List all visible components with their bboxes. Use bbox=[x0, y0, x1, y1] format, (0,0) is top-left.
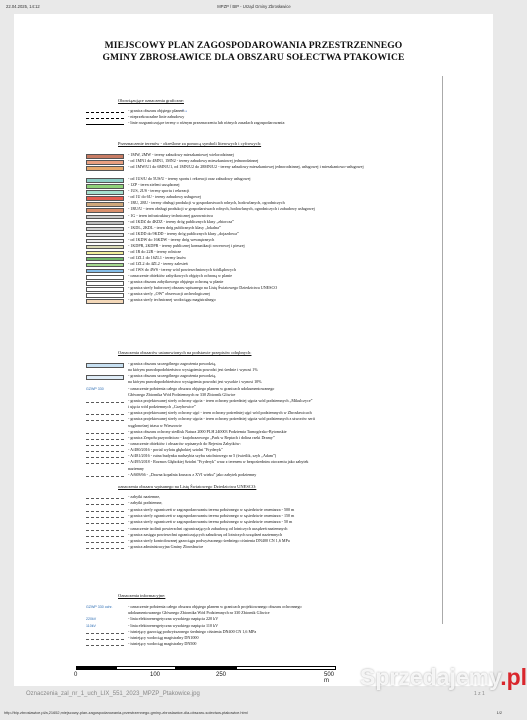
legend-line-symbol bbox=[86, 457, 124, 458]
legend-line-symbol bbox=[86, 511, 124, 512]
legend-text: - 1MW, 2MW - tereny zabudowy mieszkaniowej wielorodzinnej bbox=[128, 152, 234, 157]
legend-text: - od 1ZL1 do 16ZL1 - tereny lasów bbox=[128, 254, 187, 260]
print-page-number: 1/2 bbox=[496, 710, 502, 715]
legend-text: - granica projektowanej strefy ochrony ujęć - teren ochrony pośredniej ujęć wód podziemnych w Zbrosławicach bbox=[128, 410, 312, 416]
legend-row bbox=[86, 298, 436, 306]
legend-text: - 1RU/U - teren obsługi produkcji w gospodarstwach rolnych, hodowlanych, ogrodniczych i zabudowy usługowej bbox=[128, 206, 315, 212]
legend-row bbox=[86, 121, 436, 129]
legend-text: - od 1US/U do 5US/U - tereny sportu i rekreacji oraz zabudowy usługowej bbox=[128, 176, 251, 182]
legend-line-symbol bbox=[86, 633, 124, 634]
browser-print-header bbox=[0, 0, 508, 12]
legend-text: - granica projektowanej strefy ochrony ujęcia - teren ochrony pośredniej ujęcia wód podziemnych z utworów serii bbox=[128, 416, 315, 422]
legend-line-symbol bbox=[86, 414, 124, 415]
legend-line-symbol bbox=[86, 498, 124, 499]
scale-label: 250 bbox=[216, 672, 227, 678]
legend-text: - granica strefy ograniczeń w zagospodarowaniu terenu położonego w sąsiedztwie cmentarza - 150 m bbox=[128, 512, 295, 518]
legend-swatch bbox=[86, 257, 124, 262]
legend-text: - istniejący gazociąg podwyższonego średniego ciśnienia DN400 CN 1,6 MPa bbox=[128, 628, 257, 634]
legend-text: - 1G - teren infrastruktury technicznej gazownictwa bbox=[128, 212, 213, 218]
legend-swatch bbox=[86, 190, 124, 195]
scale-label: 500 m bbox=[324, 672, 335, 684]
print-date: 22.04.2025, 14:12 bbox=[6, 4, 40, 9]
legend-text: - granica obszaru szczególnego zagrożenia powodzią, bbox=[128, 373, 216, 379]
legend-text: - A/481/2016 - ruina budynku nadszybia szybu sztolniowego nr 5 (świetlik, szyb „Adam”) bbox=[128, 453, 277, 459]
legend-text: - oznaczenie obiektów i obszarów wpisanych do Rejestru Zabytków: bbox=[128, 440, 241, 446]
legend-swatch bbox=[86, 239, 124, 244]
legend-text: - od 1R do 22R - tereny rolnicze bbox=[128, 248, 182, 254]
legend-text: - oznaczenie izolinii powierzchni ograniczających zabudowę od lotniczych urządzeń naziemnych bbox=[128, 525, 288, 531]
legend-line-symbol bbox=[86, 548, 124, 549]
legend-symbol-label: 220kV bbox=[86, 617, 97, 622]
legend-text: - granica obszaru ochrony siedlisk Natura 2000 PLH 240003 Podziemia Tarnogórsko-Bytomskie bbox=[128, 428, 287, 434]
legend-swatch bbox=[86, 299, 124, 304]
legend-text: - 1KDL, 2KDL - teren dróg publicznych klasy „lokalna” bbox=[128, 224, 221, 230]
legend-swatch bbox=[86, 375, 124, 380]
legend-text: na którym prawdopodobieństwo wystąpienia powodzi jest średnie i wynosi 1% bbox=[128, 367, 258, 373]
legend-row bbox=[86, 165, 436, 173]
legend-line-symbol bbox=[86, 112, 124, 113]
legend-text: - oznaczenie położenia całego obszaru objętego planem w granicach projektowanego obszaru ochronnego bbox=[128, 604, 302, 609]
legend-text: - nieprzekraczalne linie zabudowy bbox=[128, 114, 185, 120]
legend-swatch bbox=[86, 245, 124, 250]
legend-symbol-label: GZWP 330 bbox=[86, 386, 104, 391]
legend-text: - 1RU, 2RU - tereny obsługi produkcji w gospodarstwach rolnych, hodowlanych, ogrodniczych bbox=[128, 200, 285, 206]
legend-text: - granica strefy „OW” obserwacji archeologicznej bbox=[128, 291, 210, 297]
legend-row bbox=[86, 473, 436, 481]
legend-text: - od 1MW/U1 do 6MN/U1, od 1MN/U2 do 28MN/U2 - tereny zabudowy mieszkaniowej jednorodzinnej, usługowej i mieszkaniowo-usługowej bbox=[128, 164, 364, 170]
legend-swatch bbox=[86, 221, 124, 226]
legend-swatch bbox=[86, 166, 124, 171]
legend-swatch bbox=[86, 287, 124, 292]
scale-bar bbox=[76, 666, 336, 684]
legend-line-symbol bbox=[86, 536, 124, 537]
scale-segment bbox=[116, 666, 176, 670]
legend-swatch bbox=[86, 196, 124, 201]
legend-text: - istniejący wodociąg magistralny DN1000 bbox=[128, 635, 199, 640]
legend-text: - od 1ZL2 do 4ZL2 - tereny zalesień bbox=[128, 260, 188, 266]
legend-swatch bbox=[86, 160, 124, 165]
legend-text: - od 1KDZ do 4KDZ - tereny dróg publicznych klasy „zbiorcza” bbox=[128, 218, 234, 224]
legend-text: - linie rozgraniczające tereny o różnym przeznaczeniu lub różnych zasadach zagospodarowania bbox=[128, 120, 285, 126]
legend-swatch bbox=[86, 251, 124, 256]
legend-line-symbol bbox=[86, 439, 124, 440]
legend-text: - granica zasięgu powierzchni ograniczających zabudowę od lotniczych urządzeń naziemnych bbox=[128, 531, 283, 537]
scale-segment bbox=[236, 666, 336, 670]
legend-text: - granica obszaru objętego planem bbox=[128, 108, 185, 113]
legend-line-symbol bbox=[86, 402, 124, 403]
document-page bbox=[14, 14, 493, 686]
legend-text: i ujęcia wód podziemnych „Grzybowice” bbox=[128, 404, 196, 410]
watermark-logo bbox=[360, 664, 527, 691]
scale-label: 100 bbox=[150, 672, 161, 678]
legend-text: - oznaczenie położenia całego obszaru objętego planem w granicach udokumentowanego bbox=[128, 385, 275, 391]
legend-line-symbol bbox=[86, 476, 124, 477]
document-title-line2: GMINY ZBROSŁAWICE DLA OBSZARU SOŁECTWA PTAKOWICE bbox=[102, 52, 405, 63]
legend-swatch bbox=[86, 363, 124, 368]
legend-line-symbol bbox=[86, 530, 124, 531]
legend-line-symbol bbox=[86, 542, 124, 543]
legend-row bbox=[86, 642, 436, 650]
section-heading-unesco: oznaczenia obszaru wpisanego na Listę Światowego Dziedzictwa UNESCO: bbox=[118, 484, 257, 489]
legend-text: - zabytki naziemne, bbox=[128, 494, 161, 499]
legend-line-symbol bbox=[86, 420, 124, 421]
legend-text: - linia elektroenergetyczna wysokiego napięcia 110 kV bbox=[128, 622, 219, 628]
legend-text: - granica projektowanej strefy ochrony ujęcia - teren ochrony pośredniej ujęcia wód podziemnych „Mikulczyce” bbox=[128, 397, 313, 403]
legend-text: - istniejący wodociąg magistralny DN500 bbox=[128, 641, 197, 647]
legend-line-symbol bbox=[86, 463, 124, 464]
legend-text: - A/495/2018 - Rozmos Głębokiej Sztolni "Fryderyk" wraz z terenem w bezpośrednim otoczeniu jako zabytek bbox=[128, 459, 309, 465]
legend-text: - granica strefy buforowej obszaru wpisanego na Listę Światowego Dziedzictwa UNESCO bbox=[128, 285, 278, 291]
legend-text: - A/608/66 - „Dawna kopalnia kruszcu z XVI wieku” jako zabytek podziemny bbox=[128, 471, 257, 477]
legend-swatch bbox=[86, 215, 124, 220]
legend-line-symbol bbox=[86, 451, 124, 452]
legend-swatch bbox=[86, 263, 124, 268]
scale-segment bbox=[76, 666, 116, 670]
legend-swatch bbox=[86, 202, 124, 207]
legend-text: - A/480/2016 - portal wylotu głębokiej sztolni "Fryderyk" bbox=[128, 447, 223, 453]
legend-row bbox=[86, 545, 436, 553]
legend-text: - granica strefy kontrolowanej gazociągu podwyższonego średniego ciśnienia DN400 CN 1,6 MPa bbox=[128, 538, 290, 544]
section-heading-info: Oznaczenia informacyjne: bbox=[118, 593, 166, 598]
legend-text: - granica strefy technicznej wodociągu magistralnego bbox=[128, 297, 216, 303]
legend-line-symbol bbox=[86, 639, 124, 640]
legend-text: - granica strefy ograniczeń w zagospodarowaniu terenu położonego w sąsiedztwie cmentarza - 500 m bbox=[128, 506, 295, 512]
legend-text: - od 1KDD do 9KDD - tereny dróg publicznych klasy „dojazdowa” bbox=[128, 230, 239, 236]
legend-text: - 1KDPR, 2KDPR - tereny publicznej komunikacji rowerowej i pieszej bbox=[128, 242, 245, 248]
legend-text: - od 1KDW do 16KDW - tereny dróg wewnętrznych bbox=[128, 236, 215, 242]
legend-swatch bbox=[86, 281, 124, 286]
viewer-page-count: 1 z 1 bbox=[474, 691, 485, 697]
right-border-line bbox=[442, 76, 443, 624]
legend-text: - granica obszaru szczególnego zagrożenia powodzią, bbox=[128, 361, 216, 366]
legend-text: - od 1U do 6U - tereny zabudowy usługowej bbox=[128, 194, 201, 200]
legend-text: - oznaczenie obiektów zabytkowych objętych ochroną w planie bbox=[128, 273, 233, 278]
blue-marker-dots: ° • bbox=[182, 110, 187, 115]
legend-text: - granica obszaru zabytkowego objętego ochroną w planie bbox=[128, 279, 224, 285]
scale-label: 0 bbox=[74, 672, 78, 678]
legend-symbol-label: 110kV bbox=[86, 623, 96, 628]
legend-line-symbol bbox=[86, 433, 124, 434]
legend-swatch bbox=[86, 275, 124, 280]
section-heading-graphic: Obowiązujące oznaczenia graficzne: bbox=[118, 98, 184, 103]
legend-line-symbol bbox=[86, 517, 124, 518]
print-url: http://bip.zbroslawice.pl/a,21652,miejscowy-plan-zagospodarowania-przestrzennego-gminy-zbroslawice-dla-obszaru-solectwa-ptakowice.html bbox=[4, 710, 248, 715]
legend-swatch bbox=[86, 184, 124, 189]
legend-text: - 1ZP - teren zieleni urządzonej bbox=[128, 182, 180, 188]
print-title: MPZP / BIP - Urząd Gminy Zbrosławice bbox=[217, 4, 291, 9]
legend-text: - granica Zespołu przyrodniczo - krajobrazowego „Park w Reptach i dolina rzeki Dramy” bbox=[128, 434, 275, 440]
watermark-text: Sprzedajemy bbox=[360, 664, 501, 690]
legend-text: - zabytki podziemne, bbox=[128, 500, 163, 506]
legend-swatch bbox=[86, 293, 124, 298]
legend-line-symbol bbox=[86, 504, 124, 505]
section-heading-land: Przeznaczenie terenów - określone za pomocą symboli literowych i cyfrowych: bbox=[118, 141, 262, 146]
legend-text: - linia elektroenergetyczna wysokiego napięcia 220 kV bbox=[128, 616, 219, 622]
section-heading-law: Oznaczenia obszarów ustanowionych na podstawie przepisów odrębnych: bbox=[118, 350, 252, 355]
legend-line-symbol bbox=[86, 645, 124, 646]
legend-swatch bbox=[86, 269, 124, 274]
legend-text: na którym prawdopodobieństwo wystąpienia powodzi jest wysokie i wynosi 10% bbox=[128, 379, 262, 385]
scale-segment bbox=[176, 666, 236, 670]
legend-text: - od 1MN1 do 4MN1, 1MN2 - tereny zabudowy mieszkaniowej jednorodzinnej bbox=[128, 158, 259, 164]
legend-text: naziemny bbox=[128, 465, 144, 471]
legend-swatch bbox=[86, 178, 124, 183]
legend-line-symbol bbox=[86, 523, 124, 524]
legend-text: - granica strefy ograniczeń w zagospodarowaniu terenu położonego w sąsiedztwie cmentarza - 50 m bbox=[128, 519, 293, 525]
legend-symbol-label: GZWP 330 ochr. bbox=[86, 605, 113, 609]
legend-swatch bbox=[86, 227, 124, 232]
legend-swatch bbox=[86, 233, 124, 238]
legend-text: Głównego Zbiornika Wód Podziemnych nr 330 Zbiornik Gliwice bbox=[128, 391, 236, 397]
watermark-suffix: .pl bbox=[500, 664, 527, 690]
viewer-filename: Oznaczenia_zal_nr_1_uch_LIX_551_2023_MPZP_Ptakowice.jpg bbox=[26, 691, 200, 697]
legend-text: - 1US, 2US - tereny sportu i rekreacji bbox=[128, 188, 190, 194]
legend-text: - granica administracyjna Gminy Zbrosławice bbox=[128, 544, 204, 550]
legend-line-symbol bbox=[86, 124, 124, 125]
document-title-line1: MIEJSCOWY PLAN ZAGOSPODAROWANIA PRZESTRZENNEGO bbox=[104, 40, 403, 51]
legend-swatch bbox=[86, 154, 124, 159]
legend-line-symbol bbox=[86, 118, 124, 119]
legend-text: udokumentowanego Głównego Zbiornika Wód Podziemnych nr 330 Zbiornik Gliwice bbox=[128, 610, 270, 616]
legend-text: - od 1WS do 4WS - tereny wód powierzchniowych śródlądowych bbox=[128, 266, 236, 272]
legend-swatch bbox=[86, 208, 124, 213]
legend-text: węglonośnej triasu w Wieszowie bbox=[128, 422, 182, 428]
legend-line-symbol bbox=[86, 445, 124, 446]
